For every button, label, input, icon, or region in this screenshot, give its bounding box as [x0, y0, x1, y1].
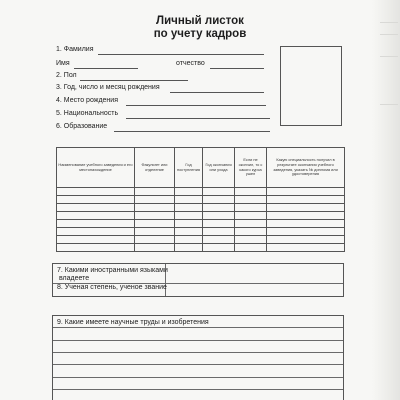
table-cell[interactable]	[203, 228, 235, 236]
table-cell[interactable]	[267, 236, 345, 244]
column-header-graduation-year: Год окончания или ухода	[203, 148, 235, 188]
table-cell[interactable]	[235, 244, 267, 252]
bleed-line	[380, 34, 398, 35]
languages-degree-block	[52, 263, 344, 297]
table-cell[interactable]	[203, 188, 235, 196]
form-row-line[interactable]	[53, 364, 343, 365]
table-cell[interactable]	[57, 196, 135, 204]
table-cell[interactable]	[235, 204, 267, 212]
table-row	[57, 188, 345, 196]
column-header-institution: Наименование учебного заведения и его местонахождение	[57, 148, 135, 188]
sex-label: 2. Пол	[56, 72, 77, 79]
table-cell[interactable]	[267, 244, 345, 252]
table-cell[interactable]	[57, 236, 135, 244]
education-field[interactable]	[114, 131, 270, 132]
table-row	[57, 244, 345, 252]
column-header-dropout-course: Если не окончил, то с какого курса ушел	[235, 148, 267, 188]
table-cell[interactable]	[203, 196, 235, 204]
form-row-line[interactable]	[53, 340, 343, 341]
table-row	[57, 196, 345, 204]
table-cell[interactable]	[235, 228, 267, 236]
table-cell[interactable]	[57, 212, 135, 220]
table-cell[interactable]	[57, 244, 135, 252]
birth-date-field[interactable]	[170, 92, 264, 93]
education-table-body	[57, 188, 345, 252]
table-cell[interactable]	[203, 220, 235, 228]
table-cell[interactable]	[203, 212, 235, 220]
table-cell[interactable]	[135, 220, 175, 228]
table-cell[interactable]	[135, 212, 175, 220]
name-field[interactable]	[74, 68, 138, 69]
table-cell[interactable]	[267, 220, 345, 228]
photo-box	[280, 46, 342, 126]
table-row	[57, 228, 345, 236]
table-cell[interactable]	[175, 236, 203, 244]
education-table	[56, 147, 345, 252]
scientific-works-block	[52, 315, 344, 400]
table-cell[interactable]	[267, 188, 345, 196]
table-cell[interactable]	[175, 196, 203, 204]
nationality-field[interactable]	[126, 118, 270, 119]
form-row-line[interactable]	[53, 352, 343, 353]
nationality-label: 5. Национальность	[56, 110, 119, 117]
birth-place-field[interactable]	[126, 105, 266, 106]
surname-label: 1. Фамилия	[56, 46, 94, 53]
surname-field[interactable]	[98, 54, 264, 55]
table-cell[interactable]	[235, 196, 267, 204]
table-cell[interactable]	[135, 228, 175, 236]
table-cell[interactable]	[57, 220, 135, 228]
languages-label: 7. Какими иностранными языками	[57, 267, 168, 274]
table-row	[57, 212, 345, 220]
form-subtitle: по учету кадров	[153, 28, 247, 40]
education-label: 6. Образование	[56, 123, 108, 130]
table-cell[interactable]	[267, 204, 345, 212]
form-title: Личный листок	[156, 15, 244, 27]
birth-place-label: 4. Место рождения	[56, 97, 118, 104]
bleed-line	[380, 56, 398, 57]
table-cell[interactable]	[267, 228, 345, 236]
languages-label-cont: владеете	[59, 275, 90, 282]
form-row-line[interactable]	[53, 377, 343, 378]
column-header-specialty: Какую специальность получил в результате окончания учебного заведения, указать № диплома или удостоверения	[267, 148, 345, 188]
table-cell[interactable]	[57, 188, 135, 196]
column-header-admission-year: Год поступления	[175, 148, 203, 188]
table-cell[interactable]	[267, 212, 345, 220]
form-row-line[interactable]	[53, 389, 343, 390]
table-cell[interactable]	[175, 212, 203, 220]
table-cell[interactable]	[57, 228, 135, 236]
name-label: Имя	[56, 60, 70, 67]
birth-date-label: 3. Год, число и месяц рождения	[56, 84, 160, 91]
degree-label: 8. Ученая степень, ученое звание	[57, 284, 167, 291]
table-cell[interactable]	[267, 196, 345, 204]
table-cell[interactable]	[235, 188, 267, 196]
table-cell[interactable]	[135, 196, 175, 204]
table-cell[interactable]	[175, 228, 203, 236]
bleed-line	[380, 22, 398, 23]
table-cell[interactable]	[175, 188, 203, 196]
table-row	[57, 236, 345, 244]
table-row	[57, 204, 345, 212]
table-cell[interactable]	[135, 188, 175, 196]
scientific-works-label: 9. Какие имеете научные труды и изобретения	[57, 319, 209, 326]
column-header-faculty: Факультет или отделение	[135, 148, 175, 188]
patronymic-field[interactable]	[210, 68, 264, 69]
table-cell[interactable]	[175, 244, 203, 252]
table-cell[interactable]	[235, 236, 267, 244]
table-row	[57, 220, 345, 228]
form-row-line[interactable]	[53, 327, 343, 328]
table-cell[interactable]	[135, 236, 175, 244]
education-table-header	[57, 148, 345, 188]
table-cell[interactable]	[203, 204, 235, 212]
table-cell[interactable]	[175, 204, 203, 212]
bleed-line	[380, 104, 398, 105]
sex-field[interactable]	[80, 80, 188, 81]
page-edge-shadow	[372, 0, 400, 400]
table-cell[interactable]	[57, 204, 135, 212]
table-cell[interactable]	[235, 220, 267, 228]
table-cell[interactable]	[235, 212, 267, 220]
table-cell[interactable]	[203, 236, 235, 244]
table-cell[interactable]	[203, 244, 235, 252]
table-cell[interactable]	[135, 244, 175, 252]
patronymic-label: отчество	[176, 60, 205, 67]
table-cell[interactable]	[135, 204, 175, 212]
table-cell[interactable]	[175, 220, 203, 228]
